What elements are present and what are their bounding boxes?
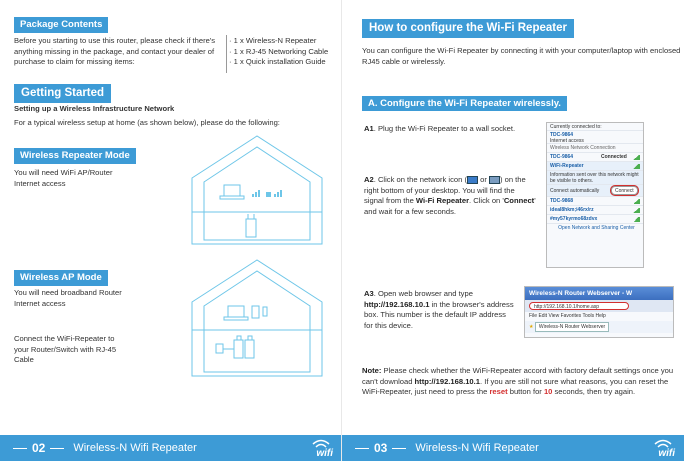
popup-net-sub: Internet access [550,138,584,144]
popup-row2-name: WiFi-Repeater [550,163,584,169]
browser-title: Wireless-N Router Webserver - W [525,287,673,300]
network-icon-alt [489,176,500,184]
browser-menu: File Edit View Favorites Tools Help [529,313,606,319]
repeater-mode-diagram [182,132,332,248]
ap-mode-text: You will need broadband Router Internet access [14,288,122,308]
popup-auto: Connect automatically [550,188,600,194]
popup-row4 [547,206,643,215]
page-number: 02 [32,441,46,455]
footer-dash [50,448,64,449]
popup-row5-name: #my57kyrmo68zdvx [550,216,598,222]
step-a3-t2: in the browser's address box. This number is the default IP address for this device. [364,299,514,330]
popup-currently: Currently connected to: [547,123,643,131]
step-a1-text: . Plug the Wi-Fi Repeater to a wall socket. [373,124,516,133]
signal-icon [632,155,640,160]
popup-current-network [547,131,643,144]
footer-dash [13,448,27,449]
popup-row3-name: TDC-9868 [550,198,574,204]
note-reset: reset [489,387,508,397]
note-seconds: 10 [543,387,553,397]
ap-mode-heading: Wireless AP Mode [14,270,108,286]
popup-row5 [547,215,643,224]
popup-net-name: TDC-9864 [550,132,574,138]
popup-info: Information sent over this network might be visible to others. [547,171,643,185]
package-item: · 1 x Wireless-N Repeater [229,36,317,45]
package-items-list [229,36,339,68]
step-a1-label: A1 [364,124,374,133]
signal-icon [632,199,640,204]
browser-screenshot [524,286,674,338]
popup-connect-button[interactable]: Connect [611,186,638,195]
step-a3-label: A3 [364,289,374,298]
getting-started-intro: For a typical wireless setup at home (as shown below), please do the following: [14,118,280,127]
browser-address-row [525,300,673,312]
favorites-star-icon: ★ [529,324,534,330]
note-paragraph [362,366,680,398]
page-number: 03 [374,441,388,455]
footer-dash [355,448,369,449]
package-contents-heading: Package Contents [14,17,108,33]
step-a2-bold2: Connect [503,196,535,206]
popup-row4-name: ideal8hkm;i46rx/rz [550,207,594,213]
popup-row1-status: Connected [601,154,627,160]
configure-heading: How to configure the Wi-Fi Repeater [362,19,574,38]
repeater-mode-text: You will need WiFi AP/Router Internet access [14,168,113,188]
popup-row3 [547,197,643,206]
step-a2-t4: . Click on ' [469,196,504,206]
package-item: · 1 x RJ-45 Networking Cable [229,46,329,56]
signal-icon [632,164,640,169]
step-a3-url: http://192.168.10.1 [364,299,430,309]
step-a2-t1: . Click on the network icon ( [373,175,467,184]
footer-title: Wireless-N Wifi Repeater [415,442,539,454]
ap-mode-connect-text: Connect the WiFi-Repeater to your Router/Switch with RJ-45 Cable [14,334,117,365]
popup-row-repeater [547,162,643,171]
browser-address-bar[interactable]: http://192.168.10.1/home.asp [529,302,629,310]
step-a2-bold1: Wi-Fi Repeater [415,196,470,206]
footer-02 [0,435,342,461]
signal-icon [632,208,640,213]
popup-connect-row [547,185,643,197]
wifi-logo-text: wifi [316,448,333,459]
step-a2-t3: ) on the right bottom of your desktop. You will find the signal from the [364,175,526,206]
signal-icon [632,217,640,222]
ap-mode-diagram [182,256,332,380]
note-t2: . If you are still not sure what reasons, you can reset the WiFi-Repeater, just need to press the [362,376,669,397]
divider [226,35,227,73]
popup-footer-link[interactable]: Open Network and Sharing Center [558,225,635,231]
popup-row-connected [547,153,643,162]
step-a2-label: A2 [364,175,374,184]
page-03 [342,0,684,461]
popup-section: Wireless Network Connection [547,144,643,153]
step-a3-t1: . Open web browser and type [373,289,473,298]
step-a2-t5: ' and wait for a few seconds. [364,196,536,216]
step-a1 [364,124,544,135]
footer-03 [342,435,684,461]
configure-intro: You can configure the Wi-Fi Repeater by connecting it with your computer/laptop with enclosed RJ45 cable or wirelessly. [362,46,681,66]
note-label: Note: [362,366,382,375]
note-url: http://192.168.10.1 [414,376,480,386]
note-t3: button for [507,387,544,397]
step-a3 [364,289,514,331]
wifi-popup-screenshot [546,122,644,268]
step-a2-t2: or [478,175,489,184]
note-t1: Please check whether the WiFi-Repeater accord with factory default settings once you can't download [362,366,674,386]
note-t4: seconds, then try again. [552,387,636,397]
browser-tab-row [525,321,673,333]
popup-row1-name: TDC-9864 [550,154,574,160]
getting-started-heading: Getting Started [14,84,111,103]
footer-title: Wireless-N Wifi Repeater [73,442,197,454]
section-a-heading: A. Configure the Wi-Fi Repeater wirelessly. [362,96,567,111]
package-item: · 1 x Quick installation Guide [229,57,326,67]
browser-tab[interactable]: Wireless-N Router Webserver [535,322,609,332]
repeater-mode-heading: Wireless Repeater Mode [14,148,136,164]
wifi-logo-text: wifi [658,448,675,459]
getting-started-subheading: Setting up a Wireless Infrastructure Network [14,104,175,113]
network-icon [467,176,478,184]
package-contents-intro: Before you starting to use this router, please check if there's anything missing in the package, and contact your dealer of purchase to claim for missing items: [14,36,216,67]
footer-dash [392,448,406,449]
step-a2 [364,175,536,217]
